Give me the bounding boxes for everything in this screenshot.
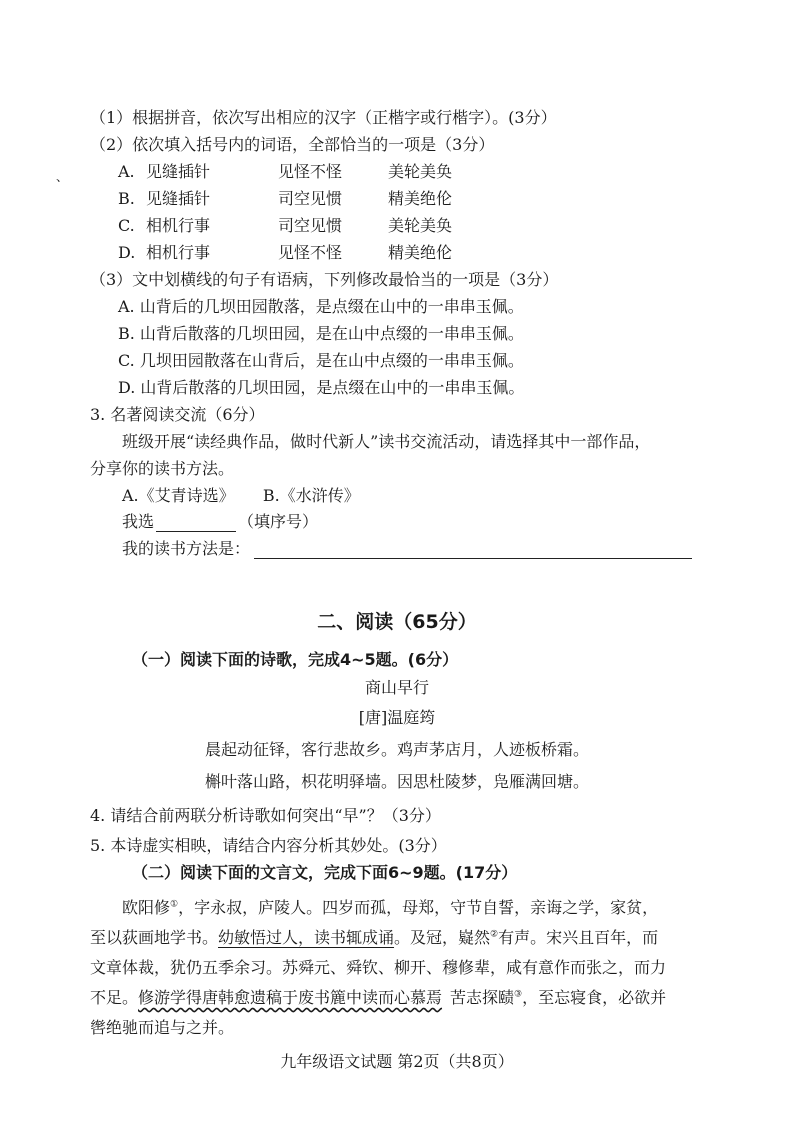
wavy-underlined-sentence: 修游学得唐韩愈遗稿于废书簏中读而心慕焉 [138,988,443,1007]
poem-line-2: 槲叶落山路，枳花明驿墙。因思杜陵梦，凫雁满回塘。 [204,772,589,791]
q5: 5. 本诗虚实相映，请结合内容分析其妙处。(3分） [90,836,447,855]
q4: 4. 请结合前两联分析诗歌如何突出“早”？（3分） [90,806,441,825]
option-word: 精美绝伦 [388,243,453,262]
text-segment: 不足。 [90,988,139,1007]
option-word: 美轮美奂 [388,216,453,235]
option-word: 见缝插针 [146,162,211,181]
option-word: 相机行事 [146,243,211,262]
choose-label: 我选 [122,512,155,531]
margin-mark: 、 [56,170,69,184]
option-label: C. [118,216,135,235]
q1-part2-option-c [118,216,452,236]
text-segment: ，字永叔，庐陵人。四岁而孤，母郑，守节自誓，亲诲之学，家贫， [178,898,659,917]
page-footer: 九年级语文试题 第2页（共8页） [280,1052,514,1071]
q3-choose-row [122,512,318,532]
q3-option-b: B.《水浒传》 [262,486,360,505]
q3-description-cont: 分享你的读书方法。 [90,459,235,478]
option-label: A. [118,162,135,181]
q1-part2: （2）依次填入括号内的词语，全部恰当的一项是（3分） [90,135,495,154]
q3-options [122,486,360,506]
q1-part3: （3）文中划横线的句子有语病，下列修改最恰当的一项是（3分） [90,270,559,289]
text-segment: 至以荻画地学书。 [90,928,219,947]
text-segment: 苦志探赜 [450,988,515,1007]
q3-title: 3. 名著阅读交流（6分） [90,405,265,424]
option-word: 司空见惯 [278,216,343,235]
q3-description: 班级开展“读经典作品，做时代新人”读书交流活动，请选择其中一部作品， [122,432,651,451]
q1-part2-option-d [118,243,452,263]
classical-text-line-2 [90,928,658,948]
method-label: 我的读书方法是： [122,539,251,558]
q3-option-a: A.《艾青诗选》 [122,486,235,505]
q1-part3-option-b: B. 山背后散落的几坝田园，是在山中点缀的一串串玉佩。 [118,324,524,343]
text-segment: 有声。宋兴且百年，而 [498,928,659,947]
option-label: D. [118,243,136,262]
q1-part2-option-a [118,162,452,182]
classical-text-line-3: 文章体裁，犹仍五季余习。苏舜元、舜钦、柳开、穆修辈，咸有意作而张之，而力 [90,958,667,977]
poem-author: [唐]温庭筠 [358,708,436,727]
underlined-sentence: 幼敏悟过人，读书辄成诵 [218,928,395,947]
footnote-marker: ② [490,929,499,940]
q1-part3-option-d: D. 山背后散落的几坝田园，是点缀在山中的一串串玉佩。 [118,378,525,397]
method-blank[interactable] [254,540,692,559]
text-segment: ，至忘寝食，必欲并 [522,988,667,1007]
q1-part3-option-c: C. 几坝田园散落在山背后，是在山中点缀的一串串玉佩。 [118,351,524,370]
q1-part2-option-b [118,189,452,209]
poem-line-1: 晨起动征铎，客行悲故乡。鸡声茅店月，人迹板桥霜。 [204,740,589,759]
section-title: 二、阅读（65分） [317,611,477,633]
classical-text-line-1 [122,898,658,918]
option-word: 美轮美奂 [388,162,453,181]
poem-title: 商山早行 [364,678,429,697]
choice-blank[interactable] [156,513,236,532]
choose-hint: （填序号） [238,512,319,531]
text-segment: 欧阳修 [122,898,171,917]
q1-part1: （1）根据拼音，依次写出相应的汉字（正楷字或行楷字）。(3分） [90,108,557,127]
option-word: 见怪不怪 [278,162,343,181]
option-word: 见缝插针 [146,189,211,208]
footnote-marker: ③ [514,989,523,1000]
footnote-marker: ① [170,899,179,910]
q1-part3-option-a: A. 山背后的几坝田园散落，是点缀在山中的一串串玉佩。 [118,297,524,316]
part1-title: （一）阅读下面的诗歌，完成4~5题。(6分） [132,650,459,669]
part2-title: （二）阅读下面的文言文，完成下面6~9题。(17分） [132,863,518,882]
option-word: 司空见惯 [278,189,343,208]
option-word: 精美绝伦 [388,189,453,208]
q3-method-row [122,539,692,559]
option-word: 相机行事 [146,216,211,235]
option-label: B. [118,189,135,208]
option-word: 见怪不怪 [278,243,343,262]
classical-text-line-5: 辔绝驰而追与之并。 [90,1018,235,1037]
classical-text-line-4 [90,988,666,1008]
text-segment: 。及冠，嶷然 [394,928,491,947]
